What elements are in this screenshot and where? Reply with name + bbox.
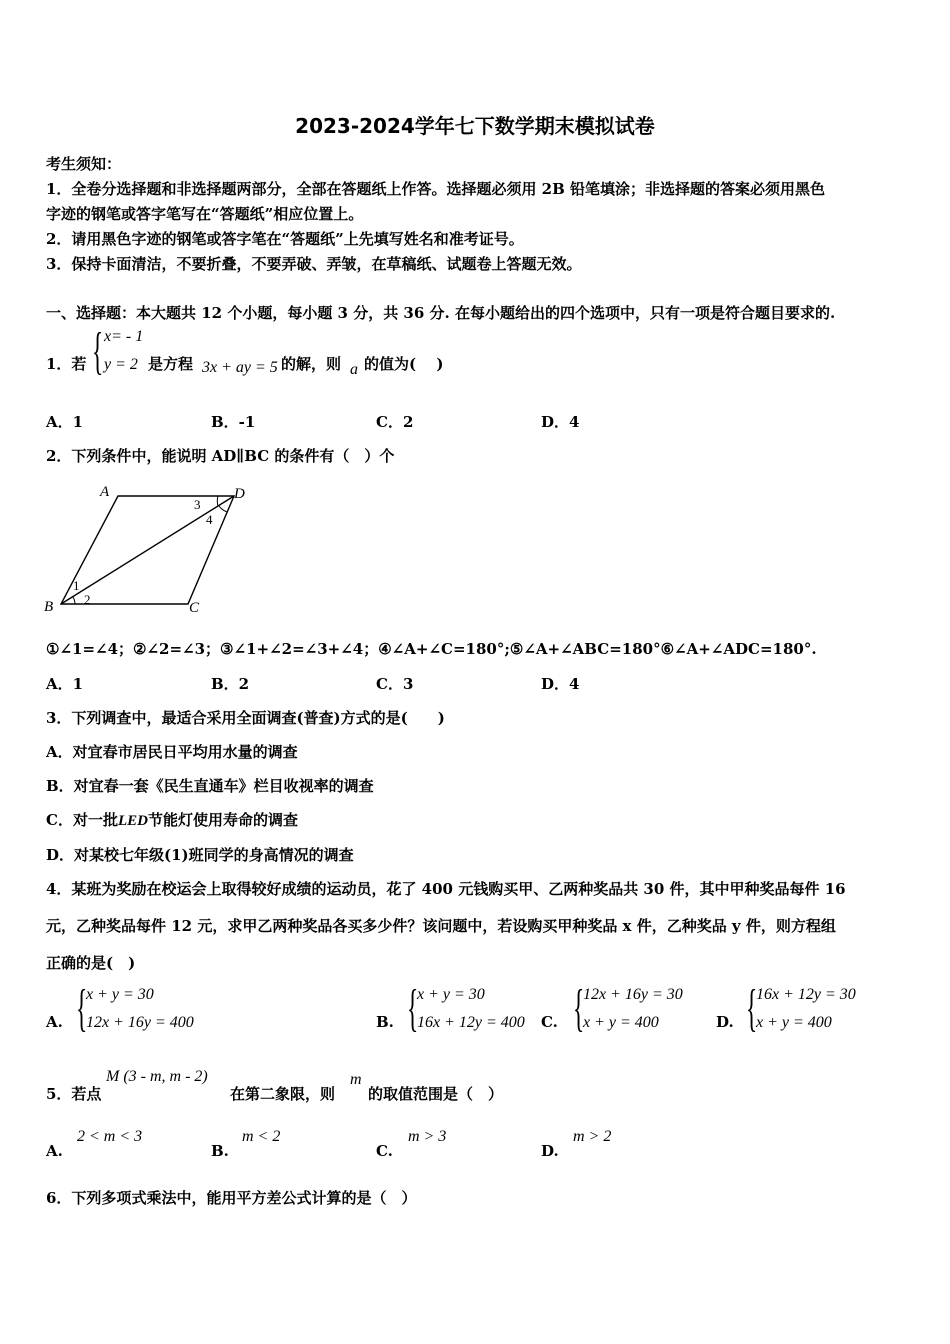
notice-heading: 考生须知： [46, 155, 122, 173]
q1-mid-text: 是方程 [148, 355, 194, 373]
q2-option-a: A．1 [46, 675, 84, 693]
q4-option-d-eq2: x + y = 400 [756, 1014, 832, 1031]
q3-option-c-prefix: C．对一批 [46, 811, 118, 829]
q4-option-c-label: C. [541, 1013, 558, 1031]
vertex-label-a: A [100, 484, 110, 500]
q4-option-d-eq1: 16x + 12y = 30 [756, 986, 856, 1003]
vertex-label-d: D [234, 486, 245, 502]
q1-variable: a [350, 361, 358, 378]
q4-option-b-eq1: x + y = 30 [417, 986, 485, 1003]
q5-option-b-expr: m < 2 [242, 1128, 281, 1145]
angle-label-4: 4 [206, 512, 213, 527]
vertex-label-b: B [44, 599, 54, 615]
q4-option-d-label: D. [716, 1013, 734, 1031]
angle-label-2: 2 [84, 592, 91, 607]
q6-stem: 6．下列多项式乘法中，能用平方差公式计算的是（ ） [46, 1189, 417, 1207]
q1-option-c: C．2 [376, 413, 414, 431]
q4-option-d-brace: { [746, 980, 758, 1037]
q4-option-b-label: B. [376, 1013, 394, 1031]
q1-system-brace: { [92, 323, 104, 380]
q3-option-c [46, 809, 298, 830]
q4-option-a-label: A. [46, 1013, 63, 1031]
q4-option-a-eq1: x + y = 30 [86, 986, 154, 1003]
angle-arc-4 [219, 506, 227, 512]
notice-item-1-line-2: 字迹的钢笔或答字笔写在“答题纸”相应位置上。 [46, 205, 364, 223]
q4-option-c-brace: { [573, 980, 585, 1037]
q1-option-b: B．-1 [211, 413, 256, 431]
angle-arc-1 [73, 597, 75, 604]
q1-option-d: D．4 [541, 413, 580, 431]
q1-equation: 3x + ay = 5 [202, 359, 278, 376]
q5-option-c-label: C. [376, 1142, 393, 1160]
parallelogram-figure [40, 480, 260, 620]
q2-option-d: D．4 [541, 675, 580, 693]
q5-variable: m [350, 1071, 362, 1088]
q1-suffix: 的值为( ) [364, 355, 444, 373]
angle-label-1: 1 [73, 578, 80, 593]
section-heading: 一、选择题：本大题共 12 个小题，每小题 3 分，共 36 分. 在每小题给出的四个选项中，只有一项是符合题目要求的. [46, 304, 836, 322]
q3-option-c-suffix: 节能灯使用寿命的调查 [147, 811, 298, 829]
q4-option-a-brace: { [76, 980, 88, 1037]
q5-option-b-label: B. [211, 1142, 229, 1160]
q5-option-d-expr: m > 2 [573, 1128, 612, 1145]
q2-stem: 2．下列条件中，能说明 AD∥BC 的条件有（ ）个 [46, 447, 395, 465]
q1-system-line-1: x= - 1 [104, 328, 144, 345]
q4-option-a-eq2: 12x + 16y = 400 [86, 1014, 194, 1031]
q3-stem: 3．下列调查中，最适合采用全面调查(普查)方式的是( ) [46, 709, 445, 727]
angle-label-3: 3 [194, 497, 201, 512]
q5-option-d-label: D. [541, 1142, 559, 1160]
q4-option-b-brace: { [407, 980, 419, 1037]
q5-option-a-label: A. [46, 1142, 63, 1160]
q5-mid-text: 在第二象限，则 [230, 1085, 336, 1103]
q2-option-c: C．3 [376, 675, 414, 693]
q1-mid-text-2: 的解，则 [281, 355, 342, 373]
q5-suffix: 的取值范围是（ ） [368, 1085, 504, 1103]
q4-stem-line-2: 元，乙种奖品每件 12 元，求甲乙两种奖品各买多少件？该问题中，若设购买甲种奖品 x 件，乙种奖品 y 件，则方程组 [46, 917, 836, 935]
q4-option-c-eq1: 12x + 16y = 30 [583, 986, 683, 1003]
q3-option-b: B．对宜春一套《民生直通车》栏目收视率的调查 [46, 777, 374, 795]
q5-option-c-expr: m > 3 [408, 1128, 447, 1145]
q2-option-b: B．2 [211, 675, 250, 693]
q1-option-a: A．1 [46, 413, 84, 431]
q3-option-c-led: LED [117, 813, 148, 829]
q5-point: M (3 - m, m - 2) [106, 1068, 208, 1085]
q4-stem-line-1: 4．某班为奖励在校运会上取得较好成绩的运动员，花了 400 元钱购买甲、乙两种奖品共 30 件，其中甲种奖品每件 16 [46, 880, 846, 898]
q5-prefix: 5．若点 [46, 1085, 102, 1103]
q4-stem-line-3: 正确的是( ) [46, 954, 136, 972]
page-title: 2023-2024学年七下数学期末模拟试卷 [295, 114, 655, 138]
q4-option-b-eq2: 16x + 12y = 400 [417, 1014, 525, 1031]
notice-item-1-line-1: 1．全卷分选择题和非选择题两部分，全部在答题纸上作答。选择题必须用 2B 铅笔填涂；非选择题的答案必须用黑色 [46, 180, 826, 198]
q2-conditions: ①∠1=∠4；②∠2=∠3；③∠1+∠2=∠3+∠4；④∠A+∠C=180°;⑤∠A+∠ABC=180°⑥∠A+∠ADC=180°. [46, 640, 817, 658]
vertex-label-c: C [189, 600, 200, 616]
q5-option-a-expr: 2 < m < 3 [77, 1128, 143, 1145]
q1-system-line-2: y = 2 [104, 356, 138, 373]
angle-arc-3 [217, 496, 218, 506]
q1-prefix: 1．若 [46, 355, 87, 373]
q4-option-c-eq2: x + y = 400 [583, 1014, 659, 1031]
q3-option-d: D．对某校七年级(1)班同学的身高情况的调查 [46, 846, 354, 864]
notice-item-3: 3．保持卡面清洁，不要折叠，不要弄破、弄皱，在草稿纸、试题卷上答题无效。 [46, 255, 582, 273]
notice-item-2: 2．请用黑色字迹的钢笔或答字笔在“答题纸”上先填写姓名和准考证号。 [46, 230, 524, 248]
q3-option-a: A．对宜春市居民日平均用水量的调查 [46, 743, 298, 761]
